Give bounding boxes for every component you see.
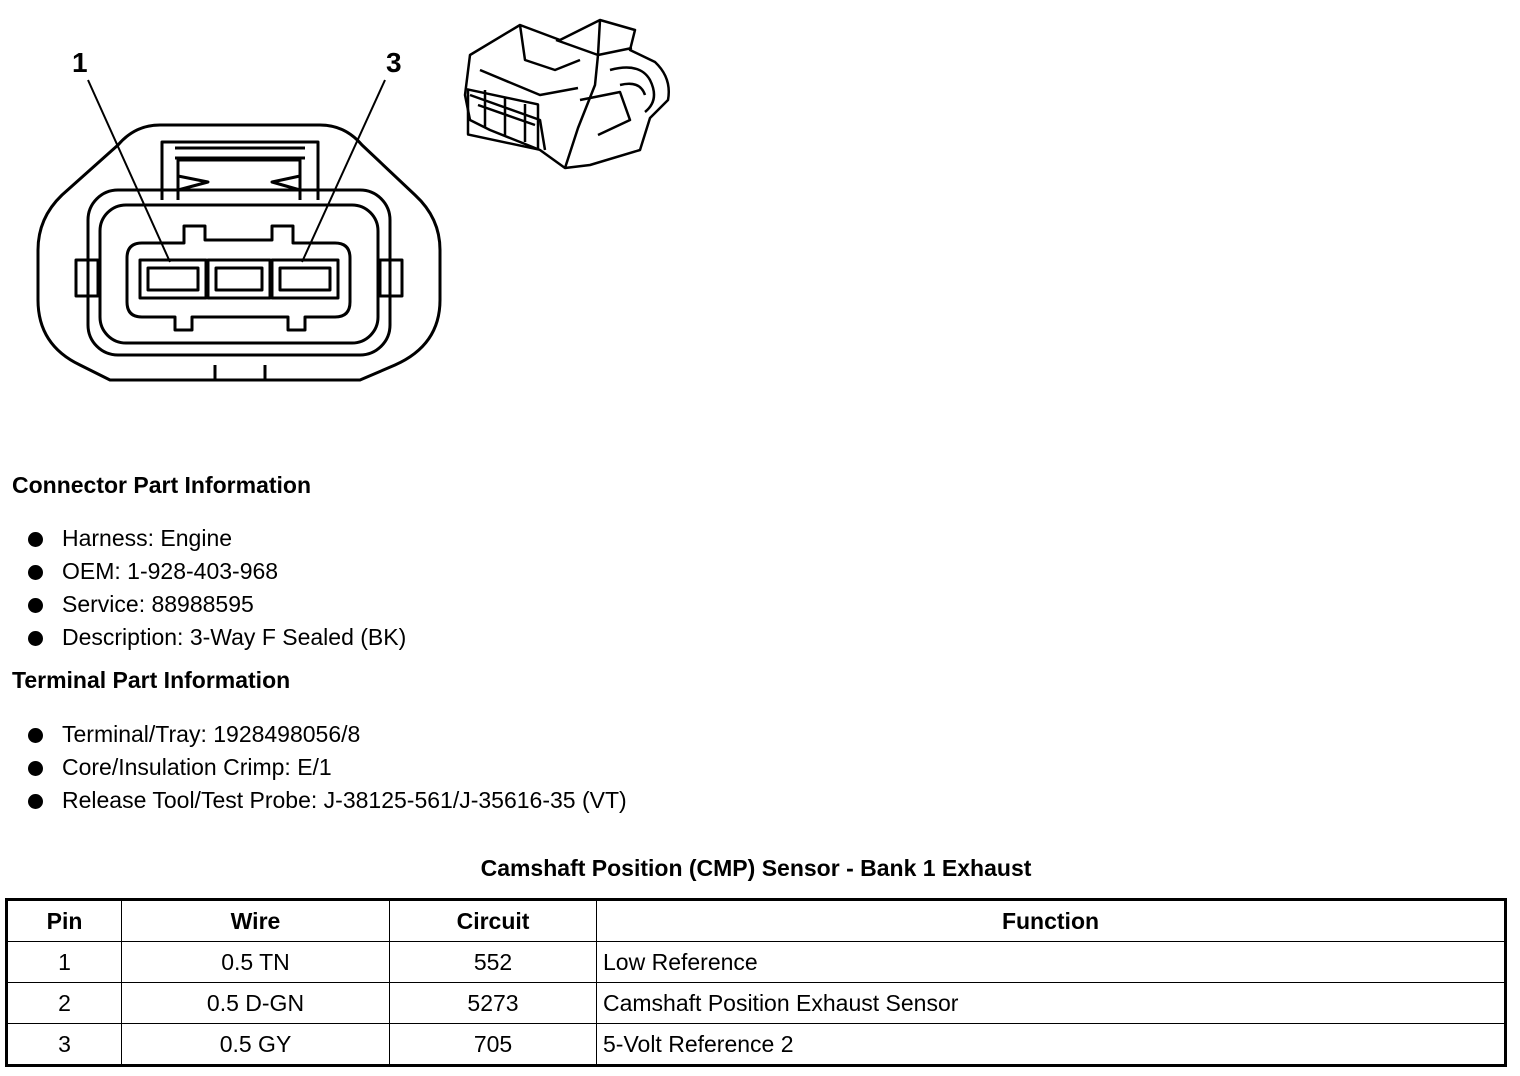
bullet-icon (28, 532, 43, 547)
connector-isometric-view (465, 20, 669, 168)
cell-pin: 2 (7, 983, 122, 1024)
header-circuit: Circuit (390, 900, 597, 942)
connector-diagram (0, 0, 700, 420)
cell-pin: 3 (7, 1024, 122, 1066)
cell-circuit: 5273 (390, 983, 597, 1024)
header-wire: Wire (122, 900, 390, 942)
terminal-part-info-heading: Terminal Part Information (12, 667, 291, 693)
bullet-icon (28, 598, 43, 613)
pin-table (5, 898, 1507, 1067)
cell-function: 5-Volt Reference 2 (597, 1024, 1506, 1066)
cell-circuit: 705 (390, 1024, 597, 1066)
cell-function: Low Reference (597, 942, 1506, 983)
connector-part-info-heading: Connector Part Information (12, 472, 312, 498)
cell-pin: 1 (7, 942, 122, 983)
table-header-row (7, 900, 1506, 942)
pin-label-3: 3 (386, 47, 402, 78)
connector-face-view (38, 80, 440, 380)
pin-label-1: 1 (72, 47, 88, 78)
list-item: Description: 3-Way F Sealed (BK) (28, 621, 406, 654)
header-pin: Pin (7, 900, 122, 942)
cell-function: Camshaft Position Exhaust Sensor (597, 983, 1506, 1024)
list-item: Harness: Engine (28, 522, 406, 555)
bullet-icon (28, 794, 43, 809)
table-row (7, 1024, 1506, 1066)
header-function: Function (597, 900, 1506, 942)
bullet-icon (28, 761, 43, 776)
bullet-icon (28, 631, 43, 646)
cell-wire: 0.5 D-GN (122, 983, 390, 1024)
list-item: Release Tool/Test Probe: J-38125-561/J-35616-35 (VT) (28, 784, 627, 817)
connector-part-info-list (28, 522, 406, 654)
bullet-icon (28, 565, 43, 580)
cell-wire: 0.5 GY (122, 1024, 390, 1066)
bullet-icon (28, 728, 43, 743)
table-row (7, 942, 1506, 983)
table-title: Camshaft Position (CMP) Sensor - Bank 1 Exhaust (480, 855, 1032, 881)
list-item: Service: 88988595 (28, 588, 406, 621)
terminal-part-info-list (28, 718, 627, 817)
list-item: Core/Insulation Crimp: E/1 (28, 751, 627, 784)
list-item: Terminal/Tray: 1928498056/8 (28, 718, 627, 751)
cell-circuit: 552 (390, 942, 597, 983)
cell-wire: 0.5 TN (122, 942, 390, 983)
list-item: OEM: 1-928-403-968 (28, 555, 406, 588)
table-row (7, 983, 1506, 1024)
